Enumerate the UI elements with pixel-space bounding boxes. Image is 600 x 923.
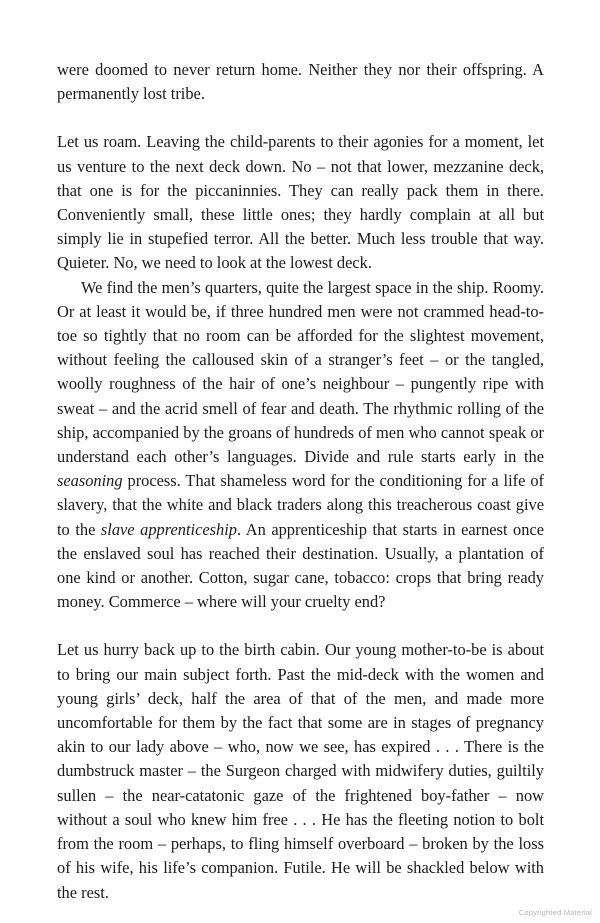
paragraph-text: process. That shameless word for the conditioning for a life of slavery, that the white and black traders along this treacherous coast give to the [57, 471, 544, 539]
italic-term: slave apprenticeship [100, 519, 237, 539]
book-page [57, 58, 544, 905]
paragraph-text: Let us hurry back up to the birth cabin. Our young mother-to-be is about to bring our main subject forth. Past the mid-deck with the women and young girls’ deck, half the area of that of the men, and made more uncomfortable for them by the fact that some are in stages of pregnancy akin to our lady above – who, now we see, has expired . . . There is the dumbstruck master – the Surgeon charged with midwifery duties, guiltily sullen – the near-catatonic gaze of the frightened boy-father – now without a soul who knew him free . . . He has the fleeting notion to bolt from the room – perhaps, to fling himself overboard – broken by the loss of his wife, his life’s companion. Futile. He will be shackled below with the rest. [57, 640, 544, 902]
paragraph [57, 276, 544, 615]
paragraph [57, 130, 544, 275]
paragraph-text: We find the men’s quarters, quite the largest space in the ship. Roomy. Or at least it would be, if three hundred men were not crammed head-to-toe so tightly that no room can be afforded for the slightest movement, without feeling the calloused skin of a stranger’s feet – or the tangled, woolly roughness of the hair of one’s neighbour – pungently ripe with sweat – and the acrid smell of fear and death. The rhythmic rolling of the ship, accompanied by the groans of hundreds of men who cannot speak or understand each other’s languages. Divide and rule starts early in the [57, 277, 544, 467]
watermark: Copyrighted Material [518, 908, 592, 917]
paragraph-text: were doomed to never return home. Neither they nor their offspring. A permanently lost tribe. [57, 60, 544, 104]
italic-term: seasoning [57, 471, 123, 491]
paragraph [57, 58, 544, 106]
paragraph [57, 638, 544, 904]
paragraph-text: . An apprenticeship that starts in earnest once the enslaved soul has reached their destination. Usually, a plantation of one kind or another. Cotton, sugar cane, tobacco: crops that bring ready money. Commerce – where will your cruelty end? [57, 519, 544, 612]
paragraph-text: Let us roam. Leaving the child-parents to their agonies for a moment, let us venture to the next deck down. No – not that lower, mezzanine deck, that one is for the piccaninnies. They can really pack them in there. Conveniently small, these little ones; they hardly complain at all but simply lie in stupefied terror. All the better. Much less trouble that way. Quieter. No, we need to look at the lowest deck. [57, 132, 544, 273]
